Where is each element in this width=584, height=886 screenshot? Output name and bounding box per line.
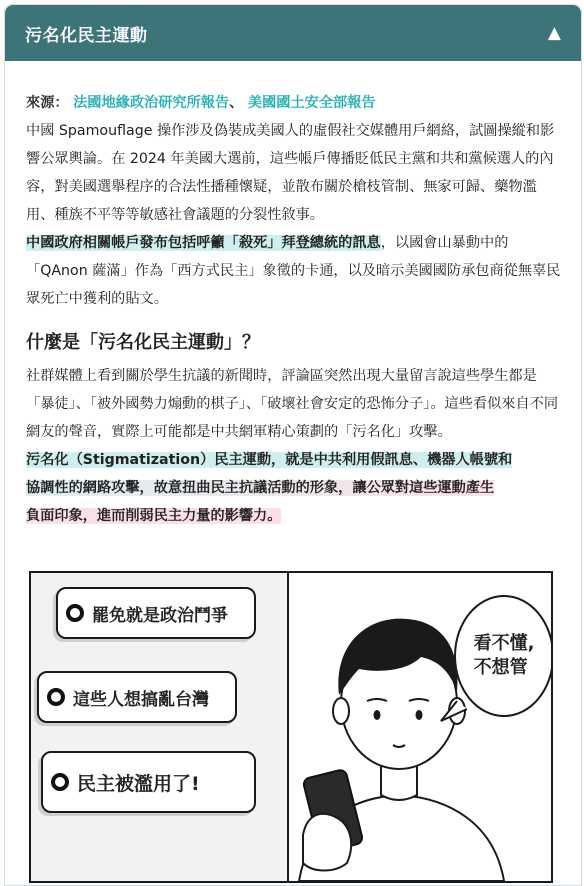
source-line [26,89,561,117]
speech-line-2: 不想管 [473,657,528,678]
speech-line-1: 看不懂, [473,633,535,654]
comic-panel-person [287,571,553,883]
comment-text-3: 民主被濫用了! [77,772,200,795]
definition-highlight-pink: 負面印象，進而削弱民主力量的影響力。 [26,508,282,524]
definition-highlight-mid: 協調性的網路攻擊，故意扭曲民主抗議活動的形象，讓公眾對這些運動產生 [26,480,495,496]
card-title: 污名化民主運動 [25,25,148,46]
thought-speech-bubble [454,595,553,717]
avatar-dot-icon [47,688,65,706]
avatar-dot-icon [66,604,84,622]
avatar-dot-icon [51,773,69,791]
comment-bubble-1 [56,587,256,639]
comic-illustration [21,571,561,883]
comment-text-2: 這些人想搞亂台灣 [73,689,209,710]
intro-text-after: ，以國會山暴動中的「QAnon 薩滿」作為「西方式民主」象徵的卡通，以及暗示美國國防承包商從無辜民眾死亡中獲利的貼文。 [26,235,561,307]
source-label: 來源： [26,95,69,111]
definition-highlight-teal: 污名化（Stigmatization）民主運動，就是中共利用假訊息、機器人帳號和 [26,452,513,468]
intro-paragraph [26,117,561,313]
source-separator: 、 [229,95,244,111]
source-link-dhs-report[interactable]: 美國國土安全部報告 [247,95,376,111]
comment-bubble-3 [41,751,256,813]
section-body [26,362,561,530]
comment-bubble-2 [37,671,237,723]
comment-text-1: 罷免就是政治鬥爭 [92,605,228,626]
card-header[interactable] [5,5,581,61]
collapse-arrow-icon[interactable]: ▲ [547,23,561,43]
intro-highlight: 中國政府相關帳戶發布包括呼籲「殺死」拜登總統的訊息 [26,235,381,251]
card-content [5,61,581,530]
intro-text: 中國 Spamouflage 操作涉及偽裝成美國人的虛假社交媒體用戶網絡，試圖操縱和影響公眾輿論。在 2024 年美國大選前，這些帳戶傳播貶低民主黨和共和黨候選人的內容，對美國選舉程序的合法性播種懷疑，並散布關於槍枝管制、無家可歸、藥物濫用、種族不平等等敏感社會議題的分裂性敘事。 [26,123,555,223]
comic-panel-comments [29,571,303,883]
source-link-french-institute[interactable]: 法國地緣政治研究所報告 [73,95,230,111]
section-body-text: 社群媒體上看到關於學生抗議的新聞時，評論區突然出現大量留言說這些學生都是「暴徒」、「被外國勢力煽動的棋子」、「破壞社會安定的恐怖分子」。這些看似來自不同網友的聲音，實際上可能都是中共網軍精心策劃的「污名化」攻擊。 [26,368,559,440]
section-title: 什麼是「污名化民主運動」？ [26,332,260,353]
